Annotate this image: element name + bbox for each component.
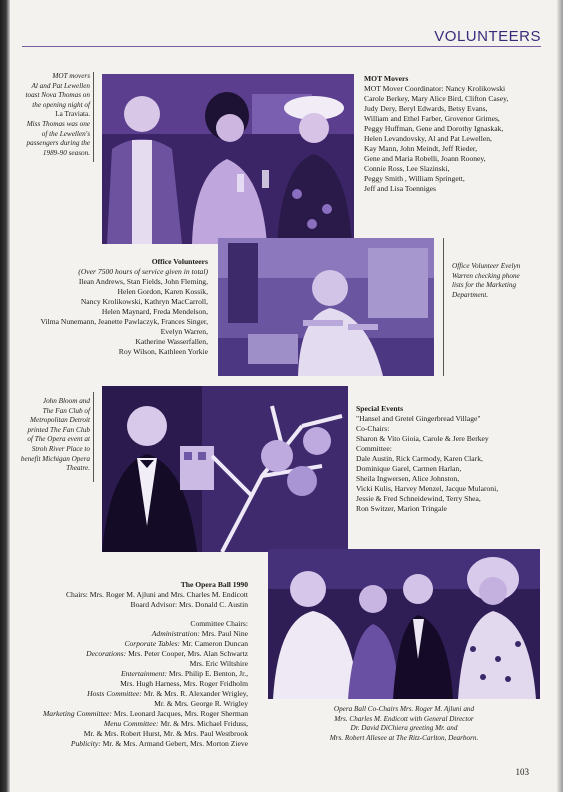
page-edge: [557, 0, 563, 792]
committee-row: [14, 719, 248, 729]
committee-row: [14, 639, 248, 649]
fanclub-photo-caption: John Bloom and The Fan Club of Metropolitan Detroit printed The Fan Club of The Opera event at Stroh River Place to benefit Michigan Opera Theatre.: [20, 397, 90, 473]
committee-names: Mr. & Mrs. Robert Hurst, Mr. & Mrs. Paul Westbrook: [83, 729, 248, 738]
committee-role: Menu Committee:: [103, 719, 159, 728]
committee-names: Mrs. Philip E. Benton, Jr.,: [168, 669, 248, 678]
committee-role: Corporate Tables:: [124, 639, 181, 648]
committee-row: [14, 689, 248, 699]
office-volunteers-title: Office Volunteers: [151, 257, 208, 266]
committee-list: [14, 629, 248, 749]
office-photo-caption: Office Volunteer Evelyn Warren checking phone lists for the Marketing Department.: [452, 262, 521, 299]
committee-names: Mr. & Mrs. Michael Friduss,: [160, 719, 248, 728]
committee-names: Mrs. Eric Wiltshire: [189, 659, 248, 668]
office-volunteer-photo: [218, 238, 434, 376]
opera-ball-photo: [268, 549, 540, 699]
committee-names: Mrs. Paul Nine: [201, 629, 248, 638]
committee-row: [14, 629, 248, 639]
committee-role: Hosts Committee:: [87, 689, 142, 698]
committee-row: [14, 739, 248, 749]
committee-names: Mrs. Peter Cooper, Mrs. Alan Schwartz: [128, 649, 248, 658]
committee-names: Mrs. Hugh Harness, Mrs. Roger Fridholm: [120, 679, 248, 688]
committee-role: Publicity:: [70, 739, 101, 748]
committee-role: Marketing Committee:: [42, 709, 112, 718]
special-events-title: Special Events: [356, 404, 404, 413]
committee-names: Mrs. Leonard Jacques, Mrs. Roger Sherman: [113, 709, 248, 718]
page-number: 103: [515, 767, 529, 777]
committee-row: [14, 649, 248, 659]
committee-names: Mr. & Mrs. Armand Gebert, Mrs. Morton Zieve: [102, 739, 248, 748]
opera-ball-caption: Opera Ball Co-Chairs Mrs. Roger M. Ajluni and Mrs. Charles M. Endicott with General Director Dr. David DiChiera greeting Mr. and Mrs. Robert Allesee at The Ritz-Carlton, Dearborn.: [329, 705, 479, 742]
committee-names: Mr. & Mrs. R. Alexander Wrigley,: [143, 689, 248, 698]
special-events-section: Special Events "Hansel and Gretel Gingerbread Village" Co-Chairs: Sharon & Vito Gioia, Carole & Jere Berkey Committee: Dale Austin, Rick Carmody, Karen Clark, Dominique Garel, Carmen Harlan, Sheila Ingwersen, Alice Johnston, Vicki Kulis, Harvey Menzel, Jacque Mularoni, Jessie & Fred Schneidewind, Terry Shea, Ron Switzer, Marion Tringale: [356, 404, 552, 514]
committee-row: [14, 669, 248, 679]
committee-role: Entertainment:: [121, 669, 167, 678]
office-volunteers-section: Office Volunteers (Over 7500 hours of service given in total) Ilean Andrews, Stan Fields, John Fleming, Helen Gordon, Karen Kossik, Nancy Krolikowski, Kathryn MacCarroll, Helen Maynard, Freda Mendelson, Vilma Nunemann, Jeanette Pawlaczyk, Frances Singer, Evelyn Warren, Katherine Wasserfallen, Roy Wilson, Kathleen Yorkie: [30, 257, 208, 357]
mot-photo-caption: MOT movers Al and Pat Lewellen toast Nova Thomas on the opening night of La Traviata. Miss Thomas was one of the Lewellen's passengers during the 1989-90 season.: [25, 72, 90, 157]
committee-names: Mr. & Mrs. George R. Wrigley: [154, 699, 248, 708]
page-binding: [0, 0, 10, 792]
committee-row: [14, 659, 248, 669]
committee-role: Decorations:: [86, 649, 127, 658]
header-rule: [22, 46, 541, 47]
opera-ball-title: The Opera Ball 1990: [180, 580, 248, 589]
section-header: VOLUNTEERS: [434, 28, 541, 45]
caption-divider: [443, 238, 444, 376]
mot-movers-photo: [102, 74, 354, 244]
opera-ball-section: The Opera Ball 1990 Chairs: Mrs. Roger M. Ajluni and Mrs. Charles M. Endicott Board Advisor: Mrs. Donald C. Austin Committee Chairs: Administration: Mrs. Paul Nine Corporate Tables: Mr. Cameron Duncan Decorations: Mrs. Peter Cooper, Mrs. Alan Schwartz Mrs. Eric Wiltshire Entertainment: Mrs. Philip E. Benton, Jr., Mrs. Hugh Harness, Mrs. Roger Fridholm Hosts Committee: Mr. & Mrs. R. Alexander Wrigley, Mr. & Mrs. George R. Wrigley Marketing Committee: Mrs. Leonard Jacques, Mrs. Roger Sherman Menu Committee: Mr. & Mrs. Michael Friduss, Mr. & Mrs. Robert Hurst, Mr. & Mrs. Paul Westbrook Publicity: Mr. & Mrs. Armand Gebert, Mrs. Morton Zieve: [14, 580, 248, 749]
caption-divider: [93, 392, 94, 482]
committee-role: Administration:: [151, 629, 200, 638]
committee-row: [14, 679, 248, 689]
fanclub-event-photo: [102, 386, 348, 552]
committee-names: Mr. Cameron Duncan: [181, 639, 248, 648]
mot-movers-section: MOT Movers MOT Mover Coordinator: Nancy Krolikowski Carole Berkey, Mary Alice Bird, Clifton Casey, Judy Dery, Beryl Edwards, Betsy Evans, William and Ethel Farber, Grovenor Grimes, Peggy Huffman, Gene and Dorothy Ignaskak, Helen Levandovsky, Al and Pat Lewellen, Kay Mann, John Meindt, Jeff Rieder, Gene and Maria Robelli, Joann Rooney, Connie Ross, Lee Slazinski, Peggy Smith , William Springett, Jeff and Lisa Toenniges: [364, 74, 554, 194]
mot-movers-title: MOT Movers: [364, 74, 409, 83]
committee-row: [14, 729, 248, 739]
caption-divider: [93, 72, 94, 162]
committee-row: [14, 699, 248, 709]
committee-row: [14, 709, 248, 719]
